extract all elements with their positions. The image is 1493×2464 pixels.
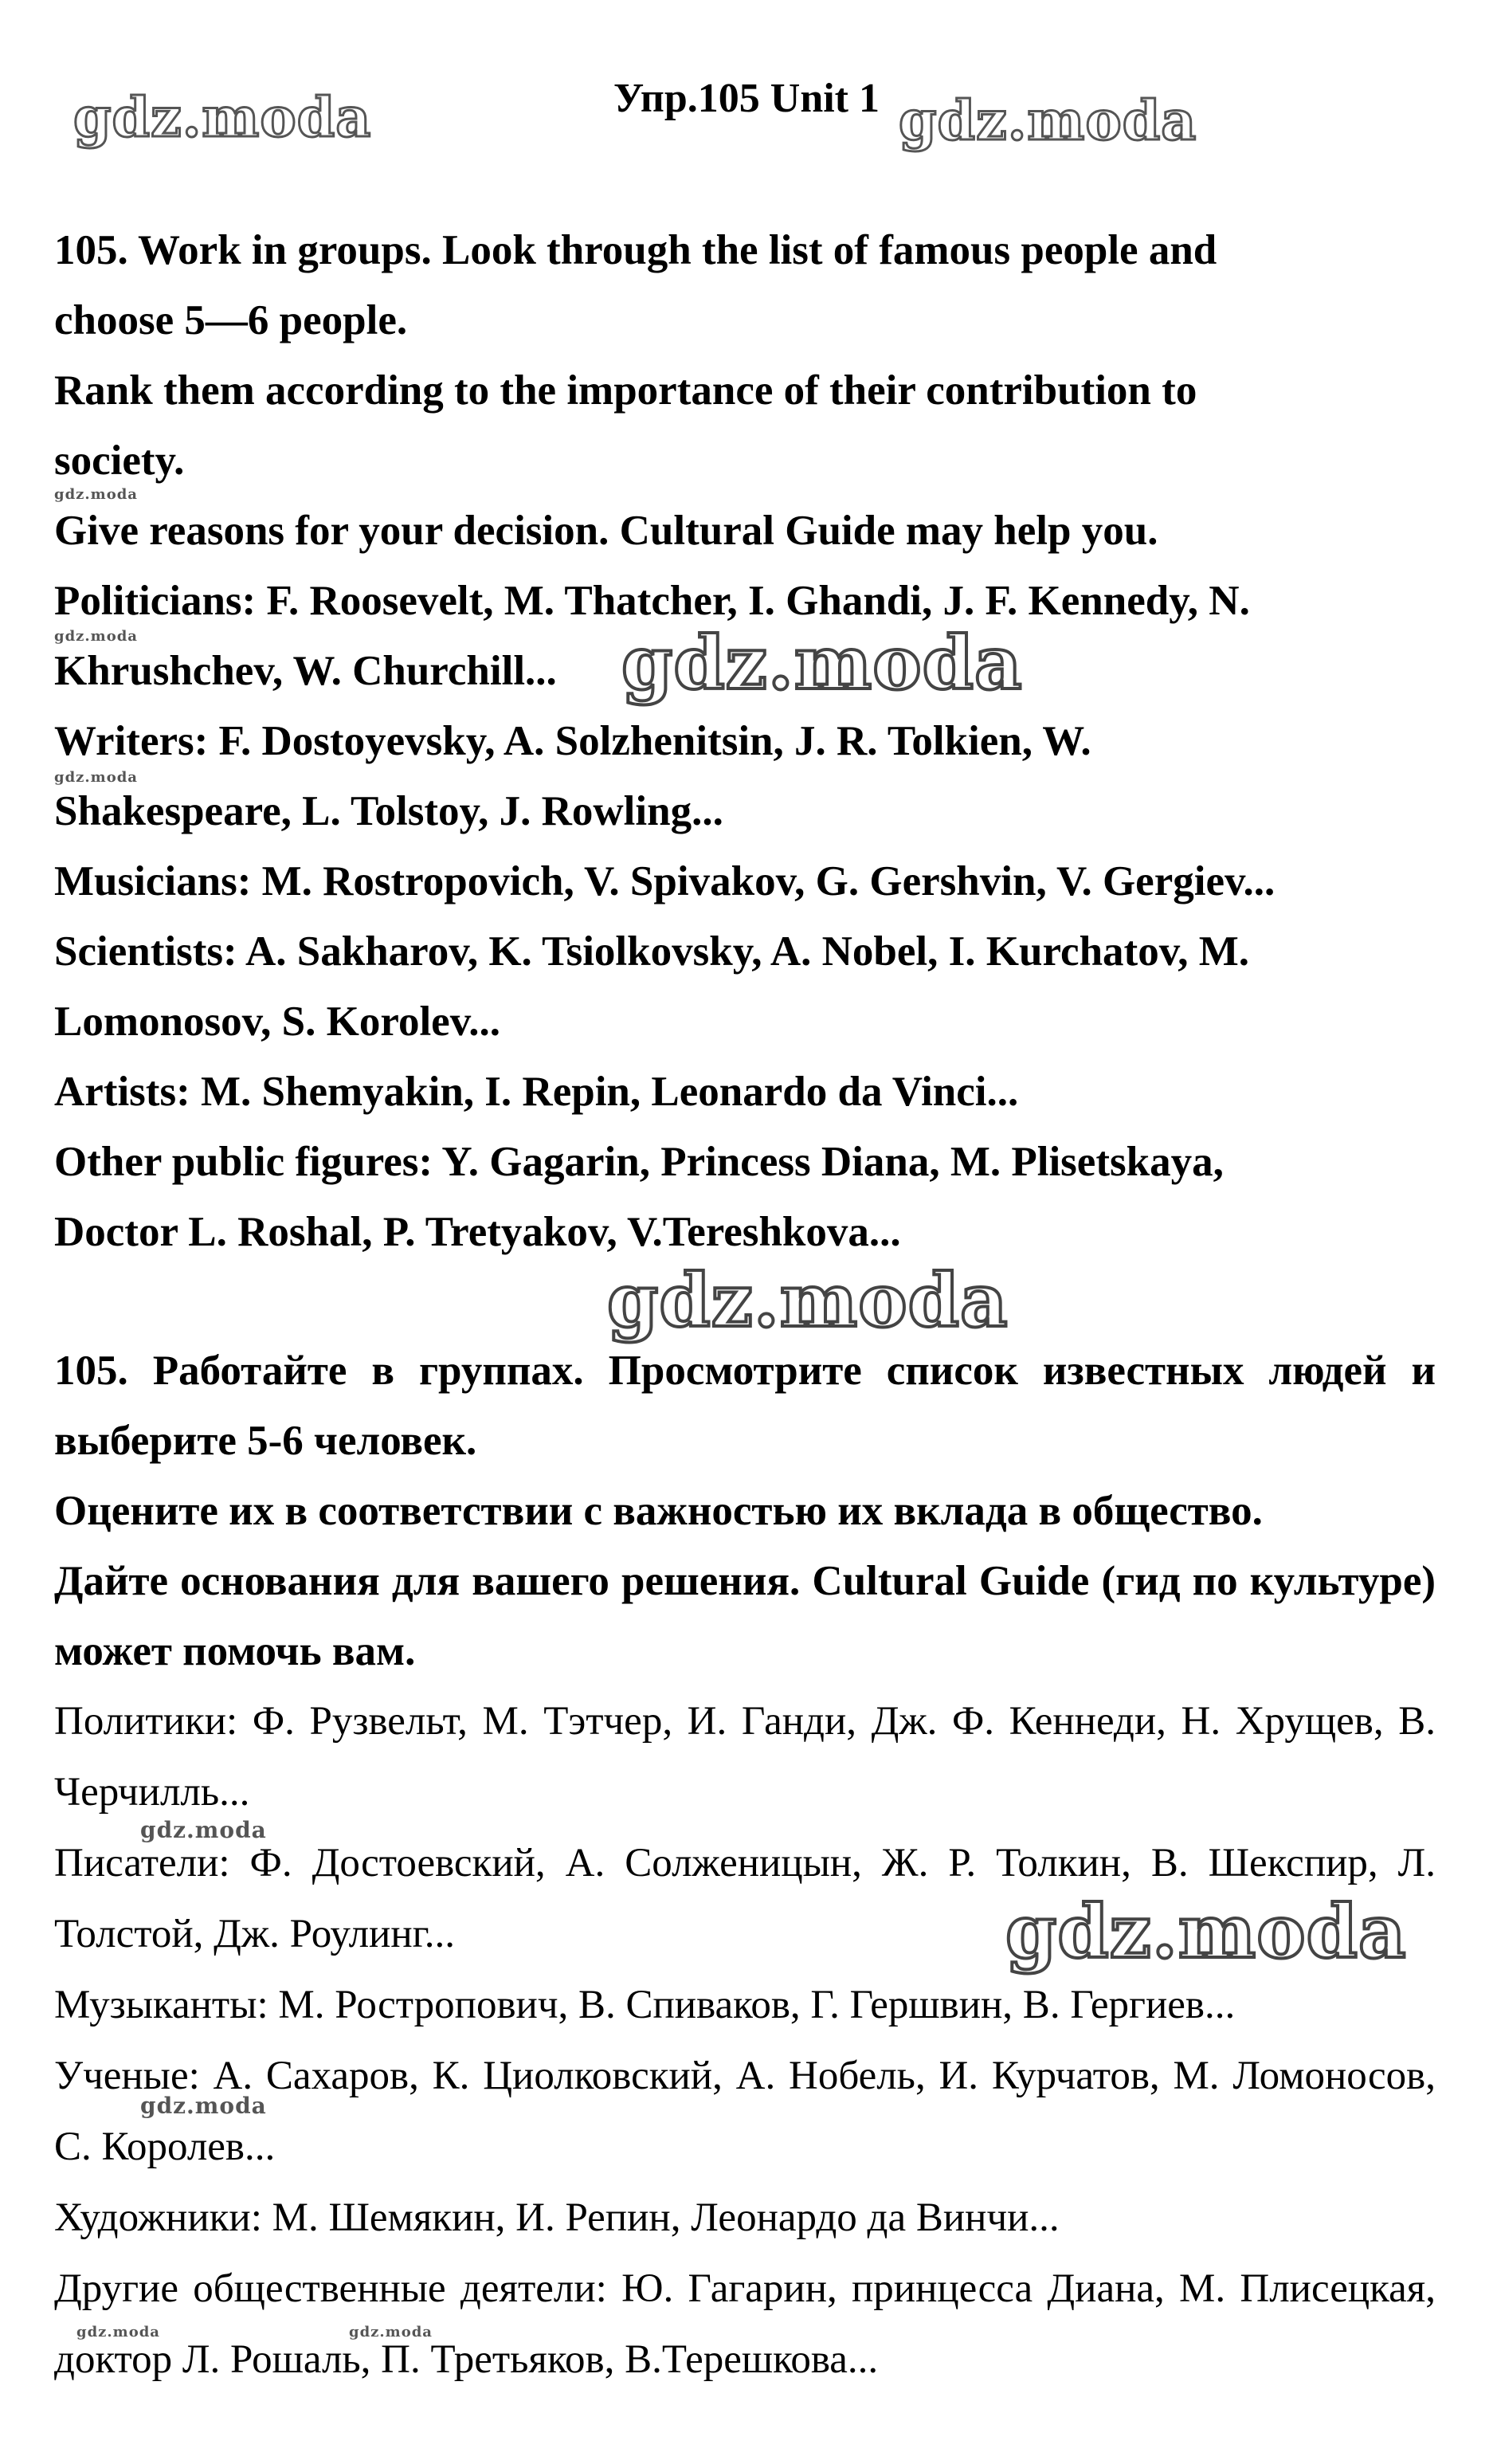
english-line: Scientists: A. Sakharov, K. Tsiolkovsky, A. Nobel, I. Kurchatov, M. (54, 928, 1250, 975)
watermark-logo: gdz.moda (76, 2324, 160, 2340)
page-title: Упр.105 Unit 1 (613, 76, 880, 121)
watermark-logo: gdz.moda (54, 628, 138, 645)
english-line: Shakespeare, L. Tolstoy, J. Rowling... (54, 788, 723, 834)
english-line: Lomonosov, S. Korolev... (54, 999, 501, 1045)
watermark-logo: gdz.moda (54, 769, 138, 786)
english-line: Give reasons for your decision. Cultural Guide may help you. (54, 508, 1158, 554)
english-line: Musicians: M. Rostropovich, V. Spivakov, G. Gershvin, V. Gergiev... (54, 858, 1276, 904)
english-line: Doctor L. Roshal, P. Tretyakov, V.Tereshkova... (54, 1209, 901, 1255)
russian-list-item: Ученые: А. Сахаров, К. Циолковский, А. Нобель, И. Курчатов, М. Ломоносов, С. Королев... (54, 2054, 1436, 2169)
watermark-logo: gdz.moda (607, 1258, 1009, 1344)
english-line: Rank them according to the importance of their contribution to (54, 367, 1197, 414)
russian-list-item: Музыканты: М. Ростропович, В. Спиваков, Г. Гершвин, В. Гергиев... (54, 1983, 1236, 2027)
russian-list-item: Писатели: Ф. Достоевский, А. Солженицын, Ж. Р. Толкин, В. Шекспир, Л. Толстой, Дж. Роулинг... (54, 1841, 1436, 1956)
exercise-content (54, 215, 1436, 2395)
english-line: Khrushchev, W. Churchill... (54, 648, 557, 694)
watermark-logo: gdz.moda (349, 2324, 433, 2340)
russian-list-item: Другие общественные деятели: Ю. Гагарин, принцесса Диана, М. Плисецкая, доктор Л. Рошаль, П. Третьяков, В.Терешкова... (54, 2266, 1436, 2382)
english-line: choose 5—6 people. (54, 297, 408, 343)
watermark-logo: gdz.moda (1005, 1889, 1407, 1975)
russian-list-item: Политики: Ф. Рузвельт, М. Тэтчер, И. Ганди, Дж. Ф. Кеннеди, Н. Хрущев, В. Черчилль... (54, 1699, 1436, 1815)
watermark-logo: gdz.moda (899, 89, 1197, 153)
watermark-logo: gdz.moda (54, 486, 138, 503)
english-line: 105. Work in groups. Look through the list of famous people and (54, 227, 1217, 273)
english-line: Artists: M. Shemyakin, I. Repin, Leonardo da Vinci... (54, 1069, 1019, 1115)
watermark-logo: gdz.moda (621, 620, 1023, 706)
watermark-logo: gdz.moda (73, 86, 372, 150)
english-line: Other public figures: Y. Gagarin, Princess Diana, M. Plisetskaya, (54, 1139, 1224, 1185)
russian-task (54, 1336, 1436, 1686)
english-task (54, 215, 1436, 1267)
english-line: society. (54, 437, 185, 484)
english-line: Politicians: F. Roosevelt, M. Thatcher, I. Ghandi, J. F. Kennedy, N. (54, 578, 1250, 624)
russian-intro-paragraph: Оцените их в соответствии с важностью их вклада в общество. (54, 1488, 1263, 1534)
russian-intro-paragraph: Дайте основания для вашего решения. Cultural Guide (гид по культуре) может помочь вам. (54, 1558, 1436, 1674)
russian-list-item: Художники: М. Шемякин, И. Репин, Леонардо да Винчи... (54, 2195, 1060, 2240)
russian-list (54, 1686, 1436, 2395)
russian-intro-paragraph: 105. Работайте в группах. Просмотрите список известных людей и выберите 5-6 человек. (54, 1348, 1436, 1464)
watermark-logo: gdz.moda (140, 2093, 267, 2119)
english-line: Writers: F. Dostoyevsky, A. Solzhenitsin, J. R. Tolkien, W. (54, 718, 1091, 764)
watermark-logo: gdz.moda (140, 1817, 267, 1843)
